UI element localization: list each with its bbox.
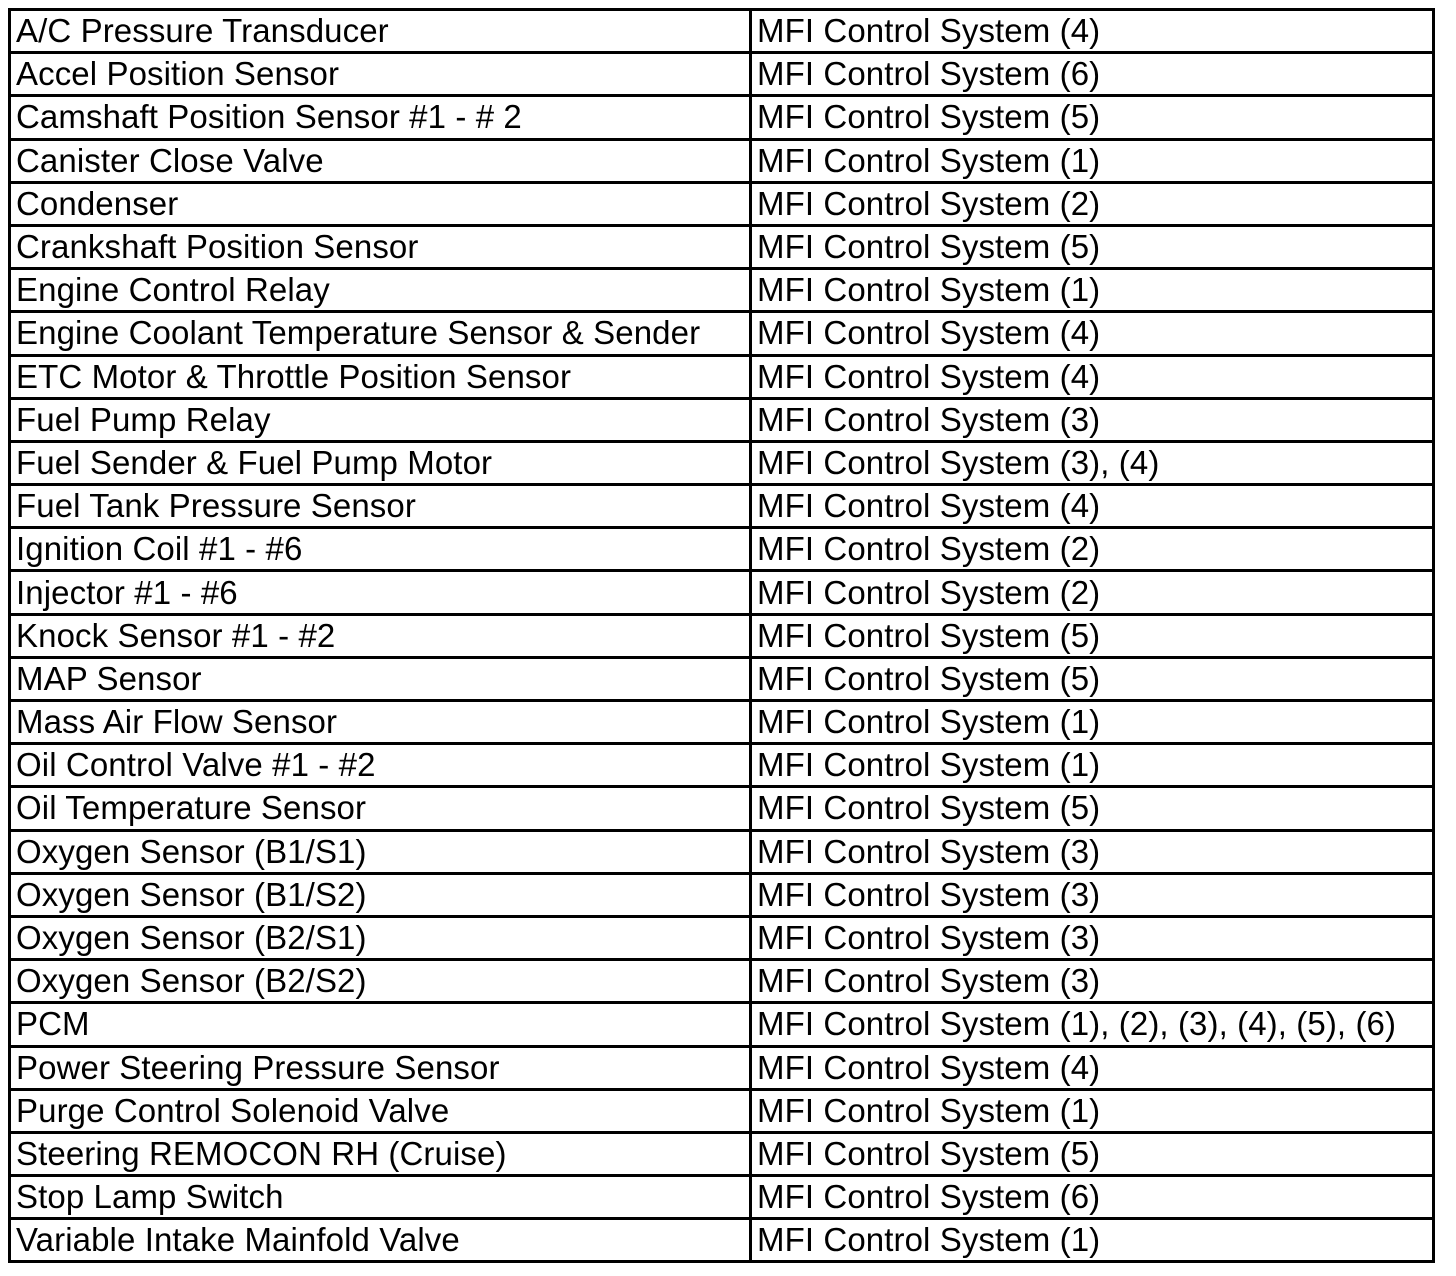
component-name-cell: Oxygen Sensor (B1/S1) xyxy=(10,830,751,873)
location-cell: MFI Control System (1) xyxy=(751,139,1434,182)
component-name-cell: Variable Intake Mainfold Valve xyxy=(10,1219,751,1262)
component-name-cell: Accel Position Sensor xyxy=(10,53,751,96)
location-cell: MFI Control System (5) xyxy=(751,787,1434,830)
location-cell: MFI Control System (2) xyxy=(751,182,1434,225)
component-name-cell: Oxygen Sensor (B1/S2) xyxy=(10,873,751,916)
location-cell: MFI Control System (4) xyxy=(751,10,1434,53)
table-row xyxy=(10,528,1434,571)
component-name-cell: Camshaft Position Sensor #1 - # 2 xyxy=(10,96,751,139)
location-cell: MFI Control System (4) xyxy=(751,485,1434,528)
component-name-cell: Fuel Sender & Fuel Pump Motor xyxy=(10,441,751,484)
component-name-cell: Engine Coolant Temperature Sensor & Sender xyxy=(10,312,751,355)
table-row xyxy=(10,614,1434,657)
component-name-cell: ETC Motor & Throttle Position Sensor xyxy=(10,355,751,398)
table-row xyxy=(10,441,1434,484)
table-body xyxy=(10,10,1434,1262)
location-cell: MFI Control System (3), (4) xyxy=(751,441,1434,484)
table-row xyxy=(10,10,1434,53)
table-row xyxy=(10,485,1434,528)
component-name-cell: Oil Control Valve #1 - #2 xyxy=(10,744,751,787)
location-cell: MFI Control System (1) xyxy=(751,701,1434,744)
component-location-sheet xyxy=(8,8,1432,1263)
table-row xyxy=(10,744,1434,787)
component-name-cell: MAP Sensor xyxy=(10,657,751,700)
table-row xyxy=(10,269,1434,312)
location-cell: MFI Control System (3) xyxy=(751,398,1434,441)
table-row xyxy=(10,916,1434,959)
location-cell: MFI Control System (5) xyxy=(751,96,1434,139)
table-row xyxy=(10,225,1434,268)
table-row xyxy=(10,53,1434,96)
table-row xyxy=(10,1132,1434,1175)
table-row xyxy=(10,960,1434,1003)
location-cell: MFI Control System (1) xyxy=(751,744,1434,787)
table-row xyxy=(10,1219,1434,1262)
table-row xyxy=(10,1003,1434,1046)
component-name-cell: Engine Control Relay xyxy=(10,269,751,312)
location-cell: MFI Control System (5) xyxy=(751,614,1434,657)
location-cell: MFI Control System (3) xyxy=(751,873,1434,916)
location-cell: MFI Control System (1) xyxy=(751,1089,1434,1132)
location-cell: MFI Control System (3) xyxy=(751,960,1434,1003)
table-row xyxy=(10,1089,1434,1132)
location-cell: MFI Control System (2) xyxy=(751,571,1434,614)
table-row xyxy=(10,139,1434,182)
location-cell: MFI Control System (4) xyxy=(751,1046,1434,1089)
component-name-cell: Oil Temperature Sensor xyxy=(10,787,751,830)
location-cell: MFI Control System (1) xyxy=(751,269,1434,312)
table-row xyxy=(10,657,1434,700)
location-cell: MFI Control System (3) xyxy=(751,916,1434,959)
table-row xyxy=(10,1176,1434,1219)
component-name-cell: Ignition Coil #1 - #6 xyxy=(10,528,751,571)
table-row xyxy=(10,182,1434,225)
table-row xyxy=(10,96,1434,139)
location-cell: MFI Control System (5) xyxy=(751,657,1434,700)
component-name-cell: Canister Close Valve xyxy=(10,139,751,182)
table-row xyxy=(10,830,1434,873)
component-name-cell: Oxygen Sensor (B2/S2) xyxy=(10,960,751,1003)
location-cell: MFI Control System (5) xyxy=(751,225,1434,268)
component-name-cell: A/C Pressure Transducer xyxy=(10,10,751,53)
table-row xyxy=(10,571,1434,614)
component-name-cell: Mass Air Flow Sensor xyxy=(10,701,751,744)
table-row xyxy=(10,1046,1434,1089)
table-row xyxy=(10,355,1434,398)
component-name-cell: Condenser xyxy=(10,182,751,225)
component-name-cell: PCM xyxy=(10,1003,751,1046)
component-location-table xyxy=(8,8,1435,1263)
component-name-cell: Power Steering Pressure Sensor xyxy=(10,1046,751,1089)
component-name-cell: Oxygen Sensor (B2/S1) xyxy=(10,916,751,959)
table-row xyxy=(10,312,1434,355)
component-name-cell: Crankshaft Position Sensor xyxy=(10,225,751,268)
location-cell: MFI Control System (4) xyxy=(751,355,1434,398)
component-name-cell: Steering REMOCON RH (Cruise) xyxy=(10,1132,751,1175)
component-name-cell: Fuel Pump Relay xyxy=(10,398,751,441)
table-row xyxy=(10,701,1434,744)
component-name-cell: Fuel Tank Pressure Sensor xyxy=(10,485,751,528)
location-cell: MFI Control System (2) xyxy=(751,528,1434,571)
location-cell: MFI Control System (4) xyxy=(751,312,1434,355)
table-row xyxy=(10,398,1434,441)
location-cell: MFI Control System (1) xyxy=(751,1219,1434,1262)
location-cell: MFI Control System (6) xyxy=(751,1176,1434,1219)
component-name-cell: Injector #1 - #6 xyxy=(10,571,751,614)
table-row xyxy=(10,873,1434,916)
location-cell: MFI Control System (1), (2), (3), (4), (5), (6) xyxy=(751,1003,1434,1046)
component-name-cell: Knock Sensor #1 - #2 xyxy=(10,614,751,657)
location-cell: MFI Control System (3) xyxy=(751,830,1434,873)
table-row xyxy=(10,787,1434,830)
location-cell: MFI Control System (5) xyxy=(751,1132,1434,1175)
component-name-cell: Stop Lamp Switch xyxy=(10,1176,751,1219)
component-name-cell: Purge Control Solenoid Valve xyxy=(10,1089,751,1132)
location-cell: MFI Control System (6) xyxy=(751,53,1434,96)
